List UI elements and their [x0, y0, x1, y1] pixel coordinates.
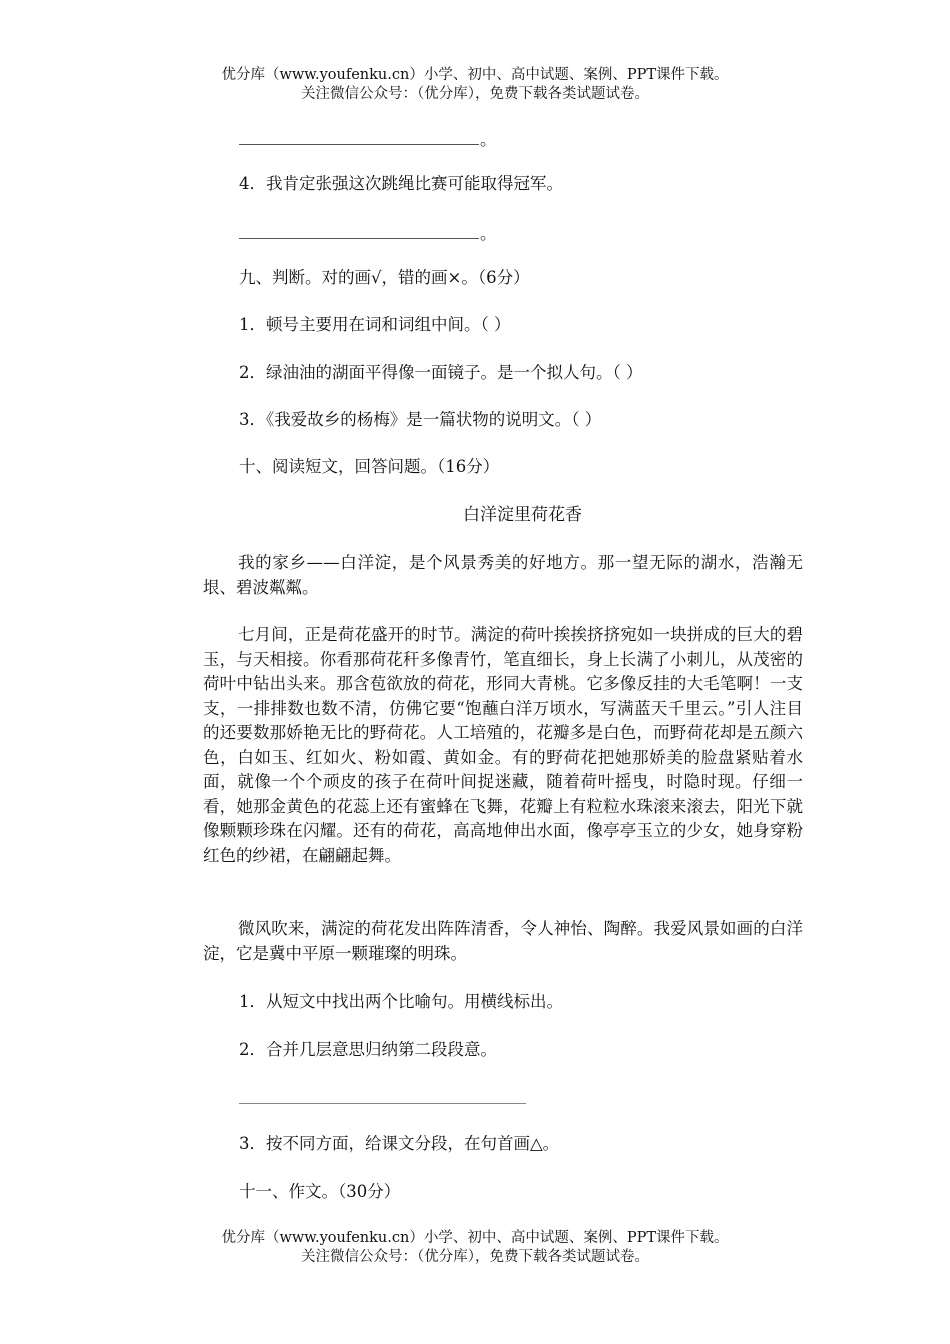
- passage-paragraph-2: 七月间，正是荷花盛开的时节。满淀的荷叶挨挨挤挤宛如一块拼成的巨大的碧玉，与天相接。你看那荷花秆多像青竹，笔直细长，身上长满了小刺儿，从茂密的荷叶中钻出头来。那含苞欲放的荷花，形同大青桃。它多像反挂的大毛笔啊！一支支，一排排数也数不清，仿佛它要“饱蘸白洋万顷水，写满蓝天千里云。”引人注目的还要数那娇艳无比的野荷花。人工培殖的，花瓣多是白色，而野荷花却是五颜六色，白如玉、红如火、粉如霞、黄如金。有的野荷花把她那娇美的脸盘紧贴着水面，就像一个个顽皮的孩子在荷叶间捉迷藏，随着荷叶摇曳，时隐时现。仔细一看，她那金黄色的花蕊上还有蜜蜂在飞舞，花瓣上有粒粒水珠滚来滚去，阳光下就像颗颗珍珠在闪耀。还有的荷花，高高地伸出水面，像亭亭玉立的少女，她身穿粉红色的纱裙，在翩翩起舞。: [203, 625, 803, 865]
- answer-blank-3[interactable]: [239, 144, 479, 145]
- page-header: [0, 66, 950, 104]
- section-9-title: 九、判断。对的画√，错的画×。（6分）: [239, 268, 530, 287]
- section-9-item-2: 2．绿油油的湖面平得像一面镜子。是一个拟人句。（ ）: [239, 363, 643, 382]
- header-line-2: 关注微信公众号：（优分库），免费下载各类试题试卷。: [301, 86, 649, 102]
- page-footer: [0, 1229, 950, 1267]
- section-9-item-1: 1．顿号主要用在词和词组中间。（ ）: [239, 315, 511, 334]
- section-9-item-3: 3．《我爱故乡的杨梅》是一篇状物的说明文。（ ）: [239, 410, 602, 429]
- question-2: 2．合并几层意思归纳第二段段意。: [239, 1040, 497, 1059]
- footer-line-2: 关注微信公众号：（优分库），免费下载各类试题试卷。: [301, 1249, 649, 1265]
- question-1: 1．从短文中找出两个比喻句。用横线标出。: [239, 992, 563, 1011]
- passage-title: 白洋淀里荷花香: [463, 505, 582, 525]
- answer-blank-4-period: 。: [480, 224, 497, 243]
- footer-line-1: 优分库（www.youfenku.cn）小学、初中、高中试题、案例、PPT课件下载。: [221, 1230, 729, 1246]
- item-4: 4．我肯定张强这次跳绳比赛可能取得冠军。: [239, 174, 563, 193]
- passage-paragraph-1: 我的家乡——白洋淀，是个风景秀美的好地方。那一望无际的湖水，浩瀚无垠、碧波粼粼。: [203, 553, 803, 597]
- answer-blank-4[interactable]: [239, 238, 479, 239]
- answer-blank-question-2[interactable]: [239, 1103, 526, 1104]
- passage-paragraph-3: 微风吹来，满淀的荷花发出阵阵清香，令人神怡、陶醉。我爱风景如画的白洋淀，它是冀中平原一颗璀璨的明珠。: [203, 919, 803, 963]
- section-10-title: 十、阅读短文，回答问题。（16分）: [239, 457, 500, 476]
- question-3: 3．按不同方面，给课文分段，在句首画△。: [239, 1134, 560, 1153]
- header-line-1: 优分库（www.youfenku.cn）小学、初中、高中试题、案例、PPT课件下载。: [221, 67, 729, 83]
- section-11-title: 十一、作文。（30分）: [239, 1182, 401, 1201]
- answer-blank-3-period: 。: [480, 130, 497, 149]
